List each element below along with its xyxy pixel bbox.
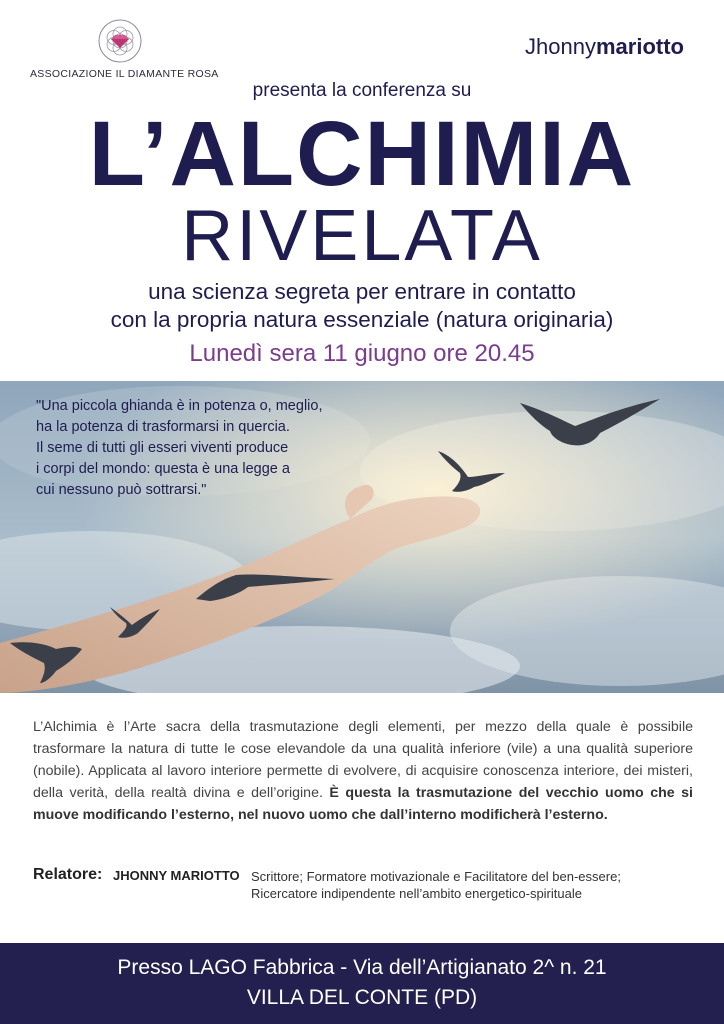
author-first-name: Jhonny (525, 34, 596, 59)
subtitle-line-1: una scienza segreta per entrare in contatto (148, 279, 576, 304)
subtitle (0, 278, 724, 334)
venue-footer (0, 943, 724, 1024)
description-paragraph (33, 716, 693, 826)
speaker-bio-line-1: Scrittore; Formatore motivazionale e Facilitatore del ben-essere; (251, 869, 621, 884)
speaker-bio (251, 868, 701, 902)
author-last-name: mariotto (596, 34, 684, 59)
author-brand (525, 34, 684, 60)
title-line-2: RIVELATA (181, 196, 543, 276)
quote-line: Il seme di tutti gli esseri viventi produce (36, 440, 289, 456)
venue-town: VILLA DEL CONTE (PD) (246, 986, 478, 1009)
speaker-label: Relatore: (33, 866, 103, 883)
quote-line: i corpi del mondo: questa è una legge a (36, 461, 290, 477)
quote-line: ha la potenza di trasformarsi in quercia. (36, 419, 290, 435)
speaker-bio-line-2: Ricercatore indipendente nell’ambito energetico-spirituale (251, 886, 582, 901)
org-name: ASSOCIAZIONE IL DIAMANTE ROSA (30, 68, 219, 80)
flower-of-life-diamond-logo-icon (97, 18, 143, 64)
title-line-1: L’ALCHIMIA (88, 103, 636, 205)
speaker-name: JHONNY MARIOTTO (113, 868, 240, 883)
venue-address: Presso LAGO Fabbrica - Via dell’Artigianato 2^ n. 21 (117, 956, 607, 979)
quote-line: cui nessuno può sottrarsi." (36, 482, 207, 498)
org-logo (30, 18, 219, 80)
description-normal-text: L’Alchimia è l’Arte sacra della trasmutazione degli elementi, per mezzo della quale è possibile trasformare la natura di tutte le cose elevandole da una qualità inferiore (vile) a una qualità superiore (nobile). Applicata al lavoro interiore permette di evolvere, di acquisire conoscenza interiore, dei misteri, della verità, della realtà divina e dell’origine. (33, 719, 693, 801)
quote-block (36, 396, 356, 501)
quote-line: "Una piccola ghianda è in potenza o, meglio, (36, 398, 323, 414)
intro-text: presenta la conferenza su (252, 80, 472, 101)
description-bold-text: È questa la trasmutazione del vecchio uomo che si muove modificando l’esterno, nel nuovo uomo che dall’interno modificherà l’esterno. (33, 785, 693, 823)
subtitle-line-2: con la propria natura essenziale (natura originaria) (110, 307, 614, 332)
event-date: Lunedì sera 11 giugno ore 20.45 (189, 340, 535, 367)
